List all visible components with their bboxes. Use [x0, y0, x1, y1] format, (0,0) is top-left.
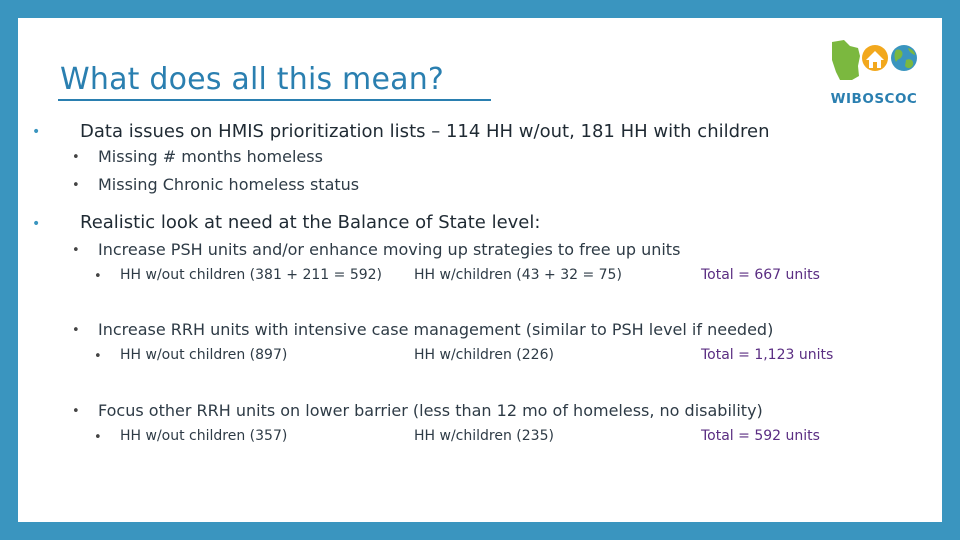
- group-label: Increase RRH units with intensive case management (similar to PSH level if needed): [98, 320, 774, 339]
- group-total: Total = 667 units: [701, 267, 820, 283]
- group-total: Total = 592 units: [701, 428, 820, 444]
- bullet-icon: •: [94, 349, 102, 364]
- bullet-icon: •: [72, 404, 80, 419]
- title-underline: [58, 99, 491, 101]
- logo-icons: [828, 38, 920, 92]
- logo-text: WIBOSCOC: [830, 91, 918, 107]
- bullet-icon: •: [72, 150, 80, 165]
- bullet-icon: •: [72, 178, 80, 193]
- bullet-icon: •: [32, 216, 41, 232]
- bullet-icon: •: [94, 269, 102, 284]
- group-label: Focus other RRH units on lower barrier (less than 12 mo of homeless, no disability): [98, 401, 763, 420]
- hh-with-children: HH w/children (235): [414, 428, 554, 444]
- bullet-icon: •: [32, 124, 41, 140]
- hh-without-children: HH w/out children (897): [120, 347, 288, 363]
- section1-heading: Data issues on HMIS prioritization lists – 114 HH w/out, 181 HH with children: [80, 121, 770, 142]
- slide: [18, 18, 942, 522]
- bullet-icon: •: [72, 323, 80, 338]
- hh-without-children: HH w/out children (357): [120, 428, 288, 444]
- hh-with-children: HH w/children (43 + 32 = 75): [414, 267, 622, 283]
- group-label: Increase PSH units and/or enhance moving up strategies to free up units: [98, 240, 681, 259]
- wisconsin-shape-icon: [832, 40, 860, 80]
- hh-with-children: HH w/children (226): [414, 347, 554, 363]
- hh-without-children: HH w/out children (381 + 211 = 592): [120, 267, 383, 283]
- bullet-icon: •: [94, 430, 102, 445]
- section2-heading: Realistic look at need at the Balance of State level:: [80, 212, 541, 233]
- list-item: Missing Chronic homeless status: [98, 175, 360, 194]
- bullet-icon: •: [72, 243, 80, 258]
- wiboscoc-logo: [828, 38, 920, 110]
- page-title: What does all this mean?: [60, 62, 445, 97]
- list-item: Missing # months homeless: [98, 147, 323, 166]
- group-total: Total = 1,123 units: [701, 347, 834, 363]
